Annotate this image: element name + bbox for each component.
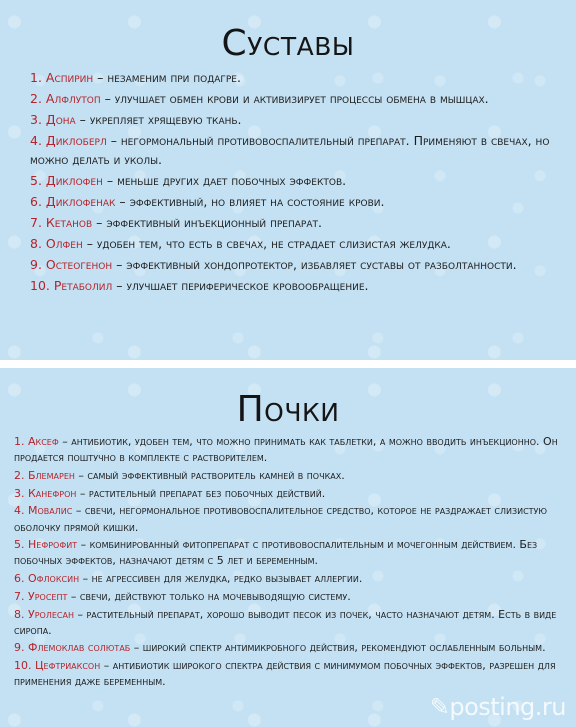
- drug-name: Блемарен: [28, 468, 75, 482]
- list-item: 4. Мовалис – свечи, негормональное противовоспалительное средство, которое не раздражает слизистую оболочку прямой кишки.: [14, 504, 548, 534]
- list-item: 8. Уролесан – растительный препарат, хорошо выводит песок из почек, часто назначают детям. Есть в виде сиропа.: [14, 607, 557, 637]
- section-divider: [0, 360, 576, 368]
- list-item: 10. Ретаболил – улучшает периферическое кровообращение.: [30, 278, 369, 293]
- drug-name: Флемоклав солютаб: [28, 641, 131, 655]
- drug-description: – комбинированный фитопрепарат с противовоспалительным и мочегонным действием. Без побочных эффектов, назначают детям с 5 лет и беременным.: [14, 538, 538, 568]
- drug-name: Диклофен: [45, 173, 103, 188]
- list-item: 4. Диклоберл – негормональный противовоспалительный препарат. Применяют в свечах, но можно делать и уколы.: [30, 133, 550, 167]
- kidneys-panel: [0, 368, 576, 727]
- watermark-text: posting.ru: [449, 693, 566, 721]
- drug-description: – меньше других дает побочных эффектов.: [102, 173, 347, 188]
- list-item: 3. Канефрон – растительный препарат без побочных действий.: [14, 486, 326, 500]
- drug-name: Кетанов: [45, 215, 93, 230]
- drug-description: – растительный препарат без побочных действий.: [76, 486, 326, 500]
- drug-name: Остеогенон: [45, 257, 113, 272]
- drug-name: Аксеф: [28, 435, 59, 448]
- drug-name: Ретаболил: [53, 278, 113, 293]
- drug-name: Аспирин: [45, 70, 94, 85]
- kidneys-list: [0, 432, 576, 691]
- drug-description: – самый эффективный растворитель камней в почках.: [74, 468, 345, 482]
- list-item: 1. Аксеф – антибиотик, удобен тем, что можно принимать как таблетки, а можно вводить инъекционно. Он продается поштучно в комплекте с растворителем.: [14, 435, 558, 465]
- list-item: 9. Остеогенон – эффективный хондопротектор, избавляет суставы от разболтанности.: [30, 257, 517, 272]
- list-item: 8. Олфен – удобен тем, что есть в свечах, не страдает слизистая желудка.: [30, 236, 451, 251]
- drug-name: Офлоксин: [28, 572, 80, 586]
- list-item: 10. Цефтриаксон – антибиотик широкого спектра действия с минимумом побочных эффектов, разрешен для применения даже беременным.: [14, 659, 556, 689]
- list-item: 5. Диклофен – меньше других дает побочных эффектов.: [30, 173, 347, 188]
- joints-panel: [0, 0, 576, 360]
- drug-description: – улучшает периферическое кровообращение.: [112, 278, 369, 293]
- joints-list: [0, 66, 576, 295]
- drug-description: – антибиотик, удобен тем, что можно принимать как таблетки, а можно вводить инъекционно. Он продается поштучно в комплекте с растворителем.: [14, 435, 558, 465]
- list-item: 6. Диклофенак – эффективный, но влияет на состояние крови.: [30, 194, 385, 209]
- drug-name: Уросепт: [28, 589, 68, 603]
- drug-name: Диклофенак: [45, 194, 116, 209]
- drug-name: Уролесан: [28, 607, 74, 621]
- drug-description: – свечи, негормональное противовоспалительное средство, которое не раздражает слизистую оболочку прямой кишки.: [14, 504, 548, 534]
- kidneys-title: Почки: [236, 389, 340, 430]
- drug-name: Алфлутоп: [45, 91, 101, 106]
- drug-description: – растительный препарат, хорошо выводит песок из почек, часто назначают детям. Есть в виде сиропа.: [14, 607, 557, 637]
- drug-name: Цефтриаксон: [35, 659, 101, 673]
- drug-description: – эффективный инъекционный препарат.: [92, 215, 322, 230]
- list-item: 9. Флемоклав солютаб – широкий спектр антимикробного действия, рекомендуют ослабленным больным.: [14, 641, 546, 655]
- drug-description: – эффективный хондопротектор, избавляет суставы от разболтанности.: [112, 257, 517, 272]
- drug-description: – не агрессивен для желудка, редко вызывает аллергии.: [79, 572, 363, 586]
- drug-description: – удобен тем, что есть в свечах, не страдает слизистая желудка.: [82, 236, 451, 251]
- drug-description: – незаменим при подагре.: [93, 70, 241, 85]
- drug-description: – широкий спектр антимикробного действия, рекомендуют ослабленным больным.: [130, 641, 546, 655]
- drug-description: – улучшает обмен крови и активизирует процессы обмена в мышцах.: [100, 91, 489, 106]
- drug-name: Мовалис: [28, 504, 73, 518]
- drug-name: Олфен: [45, 236, 83, 251]
- list-item: 3. Дона – укрепляет хрящевую ткань.: [30, 112, 242, 127]
- drug-name: Диклоберл: [45, 133, 107, 148]
- drug-description: – свечи, действуют только на мочевыводящую систему.: [67, 589, 351, 603]
- drug-name: Дона: [45, 112, 76, 127]
- drug-description: – укрепляет хрящевую ткань.: [75, 112, 242, 127]
- list-item: 1. Аспирин – незаменим при подагре.: [30, 70, 241, 85]
- drug-description: – эффективный, но влияет на состояние крови.: [115, 194, 385, 209]
- drug-description: – негормональный противовоспалительный препарат. Применяют в свечах, но можно делать и уколы.: [30, 133, 550, 167]
- list-item: 7. Кетанов – эффективный инъекционный препарат.: [30, 215, 322, 230]
- watermark: [430, 693, 566, 721]
- drug-name: Канефрон: [28, 486, 77, 500]
- list-item: 6. Офлоксин – не агрессивен для желудка, редко вызывает аллергии.: [14, 572, 363, 586]
- list-item: 2. Алфлутоп – улучшает обмен крови и активизирует процессы обмена в мышцах.: [30, 91, 489, 106]
- joints-title: Суставы: [221, 23, 355, 64]
- list-item: 5. Нефрофит – комбинированный фитопрепарат с противовоспалительным и мочегонным действием. Без побочных эффектов, назначают детям с 5 лет и беременным.: [14, 538, 538, 568]
- drug-description: – антибиотик широкого спектра действия с минимумом побочных эффектов, разрешен для применения даже беременным.: [14, 659, 556, 689]
- drug-name: Нефрофит: [28, 538, 78, 552]
- pencil-icon: ✎: [429, 693, 450, 721]
- list-item: 7. Уросепт – свечи, действуют только на мочевыводящую систему.: [14, 589, 351, 603]
- list-item: 2. Блемарен – самый эффективный растворитель камней в почках.: [14, 468, 345, 482]
